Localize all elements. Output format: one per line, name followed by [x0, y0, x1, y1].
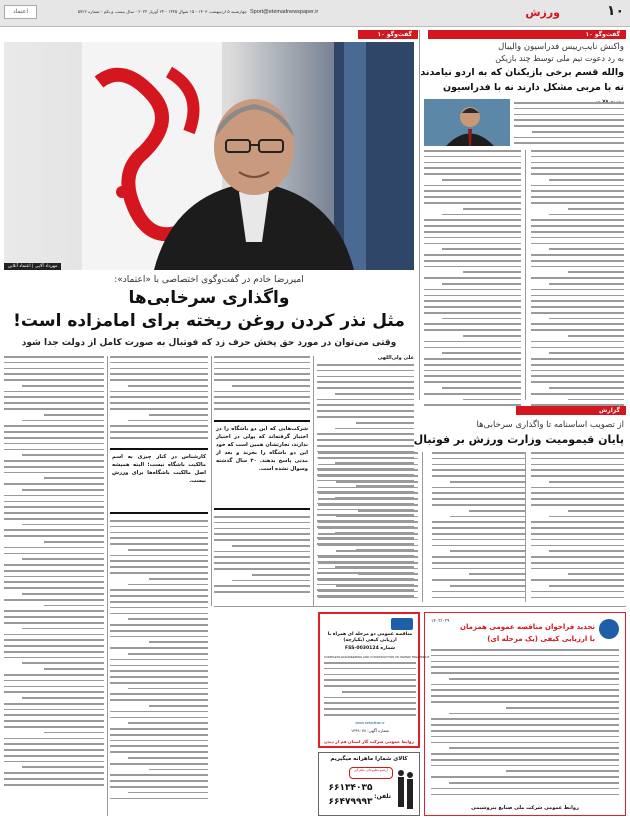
- ad-tender-petrochemical: [424, 612, 626, 816]
- ad1-logo: [599, 619, 619, 639]
- main-rule-2: [211, 356, 212, 606]
- main-right-divider: [419, 30, 420, 400]
- main-body-col1: [317, 364, 414, 600]
- pullquote-center: [214, 420, 310, 510]
- right-story-kicker: گفت‌و‌گو ۱۰: [428, 30, 626, 39]
- pullquote-left-text: کارشناس در کنار چیزی به اسم مالکیت باشگاه نیست؛ البته همیشه اصل مالکیت باشگاه‌ها برای ورزش نیست.: [112, 454, 206, 484]
- ad2-footer: روابط عمومی شرکت گاز استان قم از دیدن: [324, 739, 414, 744]
- main-body-col2-bottom: [214, 516, 310, 600]
- ad2-title-1: مناقصه عمومی دو مرحله ای همراه با ارزیابی کیفی (یکپارچه): [327, 632, 413, 643]
- main-body-col2: [214, 356, 310, 416]
- masthead-logo: [4, 5, 37, 19]
- ad1-title-1: تجدید فراخوان مناقصه عمومی همزمان: [460, 623, 595, 631]
- report-rule-2: [422, 452, 423, 602]
- ad3-phone-1: ۶۶۱۳۴۰۳۵: [328, 783, 373, 793]
- ads-top-rule: [214, 606, 626, 607]
- right-story-supertitle-2: به رد دعوت تیم ملی توسط چند بازیکن: [495, 54, 624, 63]
- report-rule-1: [525, 452, 526, 602]
- main-body-col4: [4, 356, 104, 816]
- pullquote-left: [110, 448, 208, 514]
- page-number: ۱۰: [606, 3, 624, 19]
- page-header: [0, 0, 630, 27]
- header-dateline: چهارشنبه ۵ اردیبهشت ۱۴۰۳ - ۱۵ شوال ۱۴۴۵ - ۲۴ آوریل ۲۰۲۴ - سال بیست و یکم - شماره ۵۷۲۶: [77, 9, 247, 14]
- right-story-body-col2: [424, 150, 521, 402]
- report-body-col2: [432, 452, 525, 602]
- ad2-title-2: شماره FSS-0030124: [344, 646, 396, 651]
- header-email: Sport@etemadnewspaper.ir: [250, 9, 319, 15]
- ad3-figures: [395, 767, 415, 811]
- main-rule-3: [313, 356, 314, 606]
- main-story-photo: [4, 42, 414, 270]
- right-story-body-top: [514, 102, 624, 146]
- pullquote-center-text: شرکت‌هایی که این دو باشگاه را در اختیار گرفته‌اند که پولی در اختیار ندارند، تجارتشان همین است که خود این دو باشگاه را بخرند و بعد از مدتی پاسخ بدهند. ۳۰ سال گذشته وسوال نشده است.: [216, 426, 308, 472]
- main-story-supertitle: امیررضا خادم در گفت‌وگوی اختصاصی با «اعتماد»:: [114, 275, 304, 285]
- volleyball-official-portrait: [424, 99, 510, 146]
- ad2-english: COMPLETE ENGINEERING AND CONSTRUCTION OF WATER TREATMENT: [324, 655, 430, 659]
- ad-tender-gas-company: [318, 612, 430, 748]
- right-story-headline-2: نه با مربی مشکل دارند نه با فدراسیون: [443, 82, 624, 93]
- businessmen-figures: [395, 767, 415, 811]
- right-story-body-col1: [531, 150, 624, 402]
- ad-translation-services: [318, 752, 420, 816]
- main-story-kicker: گفت‌و‌گو ۱۰: [358, 30, 418, 39]
- main-body-col3: [110, 356, 208, 446]
- logo-text: اعتماد: [12, 8, 29, 15]
- ad2-website: www.setadiran.ir: [355, 720, 385, 725]
- ad3-stamp: آرشیو مطبوعاتی ماهرگیر: [349, 767, 393, 779]
- interview-portrait-illustration: [4, 42, 414, 270]
- ad3-phone-2: ۶۶۴۷۹۹۹۳: [328, 797, 373, 807]
- photo-credit: مهرداد آلایی | اعتماد آنلاین: [4, 263, 61, 270]
- main-story-subhead: وقتی می‌توان در مورد حق پخش حرف زد که فوتبال به صورت کامل از دولت جدا شود: [21, 338, 397, 348]
- flag-icon: [334, 42, 414, 270]
- main-body-col3-bottom: [110, 520, 208, 816]
- ad3-title: کالای شمارا ماهرانه میگیریم: [330, 756, 408, 762]
- right-story-photo: [424, 99, 510, 146]
- right-column-rule: [525, 150, 526, 400]
- section-title: ورزش: [525, 6, 560, 19]
- ad1-title-2: با ارزیابی کیفی (یک مرحله ای): [487, 635, 595, 643]
- ad1-code: ۱۴۰۳/۰۳۹: [431, 619, 450, 624]
- main-story-headline-2: مثل نذر کردن روغن ریخته برای امامزاده است!: [13, 311, 405, 331]
- right-story-headline-1: والله قسم برخی بازیکنان که به اردو نیامدند: [420, 67, 624, 78]
- main-rule-1: [107, 356, 108, 816]
- ad1-footer: روابط عمومی شرکت ملی صنایع پتروشیمی: [471, 805, 579, 811]
- main-story-headline-1: واگذاری سرخابی‌ها: [128, 288, 290, 308]
- main-story-byline: علی ولی‌اللهی: [377, 355, 414, 361]
- right-story-supertitle-1: واکنش نایب‌رییس فدراسیون والیبال: [498, 42, 624, 52]
- ad1-body: [431, 649, 619, 799]
- report-body-col1: [531, 452, 624, 602]
- report-supertitle: از تصویب اساسنامه تا واگذاری سرخابی‌ها: [476, 420, 624, 430]
- report-headline: پایان قیمومیت وزارت ورزش بر فوتبال: [413, 433, 624, 446]
- ad3-label: تلفن:: [374, 793, 391, 800]
- report-kicker: گزارش: [516, 406, 626, 415]
- ad2-logo: [391, 618, 413, 630]
- ad2-body: [324, 662, 416, 718]
- ad2-phone-line: شماره آگهی: ۱۳۹۹۰۷۸: [350, 728, 390, 733]
